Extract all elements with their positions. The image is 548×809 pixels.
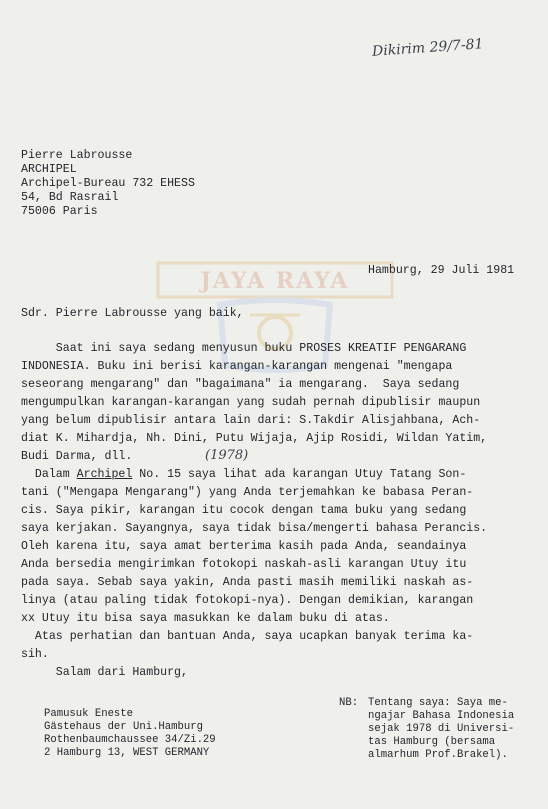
sender-line: Rothenbaumchaussee 34/Zi.29	[44, 734, 216, 746]
watermark-text: JAYA RAYA	[200, 268, 350, 294]
body-line: Oleh karena itu, saya amat berterima kasih pada Anda, seandainya	[21, 540, 467, 553]
line-rest: No. 15 saya lihat ada karangan Utuy Tatang Son-	[132, 468, 467, 481]
body-line: diat K. Mihardja, Nh. Dini, Putu Wijaja, Ajip Rosidi, Wildan Yatim,	[21, 432, 488, 445]
nb-line: Tentang saya: Saya me-	[368, 697, 508, 709]
body-line: tani ("Mengapa Mengarang") yang Anda terjemahkan ke babasa Peran-	[21, 486, 474, 499]
recipient-line: ARCHIPEL	[21, 163, 77, 176]
salutation: Sdr. Pierre Labrousse yang baik,	[21, 307, 244, 320]
sender-line: 2 Hamburg 13, WEST GERMANY	[44, 747, 210, 759]
body-line: xx Utuy itu bisa saya masukkan ke dalam buku di atas.	[21, 612, 390, 625]
body-line: Anda bersedia mengirimkan fotokopi naskah-asli karangan Utuy itu	[21, 558, 467, 571]
nb-line: almarhum Prof.Brakel).	[368, 749, 508, 761]
body-line: Saat ini saya sedang menyusun buku PROSES KREATIF PENGARANG	[21, 342, 467, 355]
nb-line: sejak 1978 di Universi-	[368, 723, 515, 735]
recipient-line: 54, Bd Rasrail	[21, 191, 119, 204]
body-line: Budi Darma, dll.	[21, 450, 133, 463]
body-line: cis. Saya pikir, karangan itu cocok dengan tama buku yang sedang	[21, 504, 467, 517]
handwritten-year: (1978)	[205, 448, 249, 463]
body-line: saya kerjakan. Sayangnya, saya tidak bisa/mengerti bahasa Perancis.	[21, 522, 488, 535]
sender-line: Gästehaus der Uni.Hamburg	[44, 721, 203, 733]
nb-line: tas Hamburg (bersama	[368, 736, 496, 748]
body-line: seseorang mengarang" dan "bagaimana" ia mengarang. Saya sedang	[21, 378, 460, 391]
place-date: Hamburg, 29 Juli 1981	[368, 264, 515, 277]
sender-line: Pamusuk Eneste	[44, 708, 134, 720]
body-line: INDONESIA. Buku ini berisi karangan-karangan mengenai "mengapa	[21, 360, 453, 373]
nb-line: ngajar Bahasa Indonesia	[368, 710, 515, 722]
body-line: mengumpulkan karangan-karangan yang sudah pernah dipublisir maupun	[21, 396, 481, 409]
recipient-line: Archipel-Bureau 732 EHESS	[21, 177, 195, 190]
recipient-line: Pierre Labrousse	[21, 149, 133, 162]
body-line: yang belum dipublisir antara lain dari: S.Takdir Alisjahbana, Ach-	[21, 414, 481, 427]
body-line: sih.	[21, 648, 49, 661]
line-prefix: Dalam	[21, 468, 77, 481]
journal-title: Archipel	[76, 468, 133, 481]
body-line	[21, 467, 466, 482]
body-line: pada saya. Sebab saya yakin, Anda pasti masih memiliki naskah as-	[21, 576, 474, 589]
closing: Salam dari Hamburg,	[21, 666, 188, 679]
handwritten-sent-note: Dikirim 29/7-81	[371, 36, 484, 60]
body-line: linya (atau paling tidak fotokopi-nya). Dengan demikian, karangan	[21, 594, 474, 607]
nb-label: NB:	[339, 697, 359, 709]
body-line: Atas perhatian dan bantuan Anda, saya ucapkan banyak terima ka-	[21, 630, 474, 643]
recipient-line: 75006 Paris	[21, 205, 98, 218]
